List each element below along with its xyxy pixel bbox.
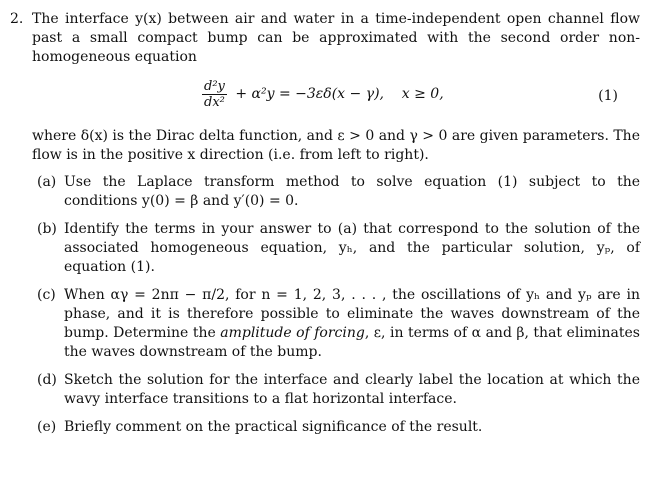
part-text: Briefly comment on the practical significance of the result.	[64, 419, 483, 435]
part-label: (d)	[37, 372, 57, 388]
problem-2	[10, 10, 640, 446]
problem-context: where δ(x) is the Dirac delta function, and ε > 0 and γ > 0 are given parameters. The flow is in the positive x direction (i.e. from left to right).	[32, 128, 640, 163]
fraction-denominator: dx²	[204, 95, 225, 110]
fraction-numerator: d²y	[204, 79, 225, 94]
part-text: When αγ = 2nπ − π/2, for n = 1, 2, 3, . . . , the oscillations of yₕ and yₚ are in phase, and it is therefore possible to eliminate the waves downstream of the bump. Determine the	[64, 287, 640, 341]
emphasized-term: amplitude of forcing	[220, 325, 365, 341]
part-text: Sketch the solution for the interface and clearly label the location at which the wavy interface transitions to a flat horizontal interface.	[64, 372, 640, 407]
derivative-fraction	[202, 79, 227, 110]
part-text: Use the Laplace transform method to solve equation (1) subject to the conditions y(0) = β and y′(0) = 0.	[64, 174, 640, 209]
part-text: Identify the terms in your answer to (a) that correspond to the solution of the associated homogeneous equation, yₕ, and the particular solution, yₚ, of equation (1).	[64, 221, 640, 275]
equation-rhs: + α²y = −3εδ(x − γ), x ≥ 0,	[230, 86, 444, 102]
part-b	[10, 220, 640, 277]
part-text-continued: , ε, in terms of α and β, that eliminates the waves downstream of the bump.	[64, 325, 640, 360]
question-number: 2.	[10, 11, 24, 27]
part-label: (a)	[37, 174, 57, 190]
part-label: (b)	[37, 221, 57, 237]
part-label: (e)	[37, 419, 57, 435]
equation-body	[202, 79, 444, 110]
part-label: (c)	[37, 287, 56, 303]
equation-1	[10, 75, 640, 121]
problem-intro: The interface y(x) between air and water in a time-independent open channel flow past a small compact bump can be approximated with the second order non-homogeneous equation	[32, 11, 640, 65]
part-e	[10, 418, 640, 437]
equation-number: (1)	[598, 88, 618, 104]
part-c	[10, 286, 640, 362]
part-d	[10, 371, 640, 409]
part-a	[10, 173, 640, 211]
subquestion-list	[10, 173, 640, 437]
